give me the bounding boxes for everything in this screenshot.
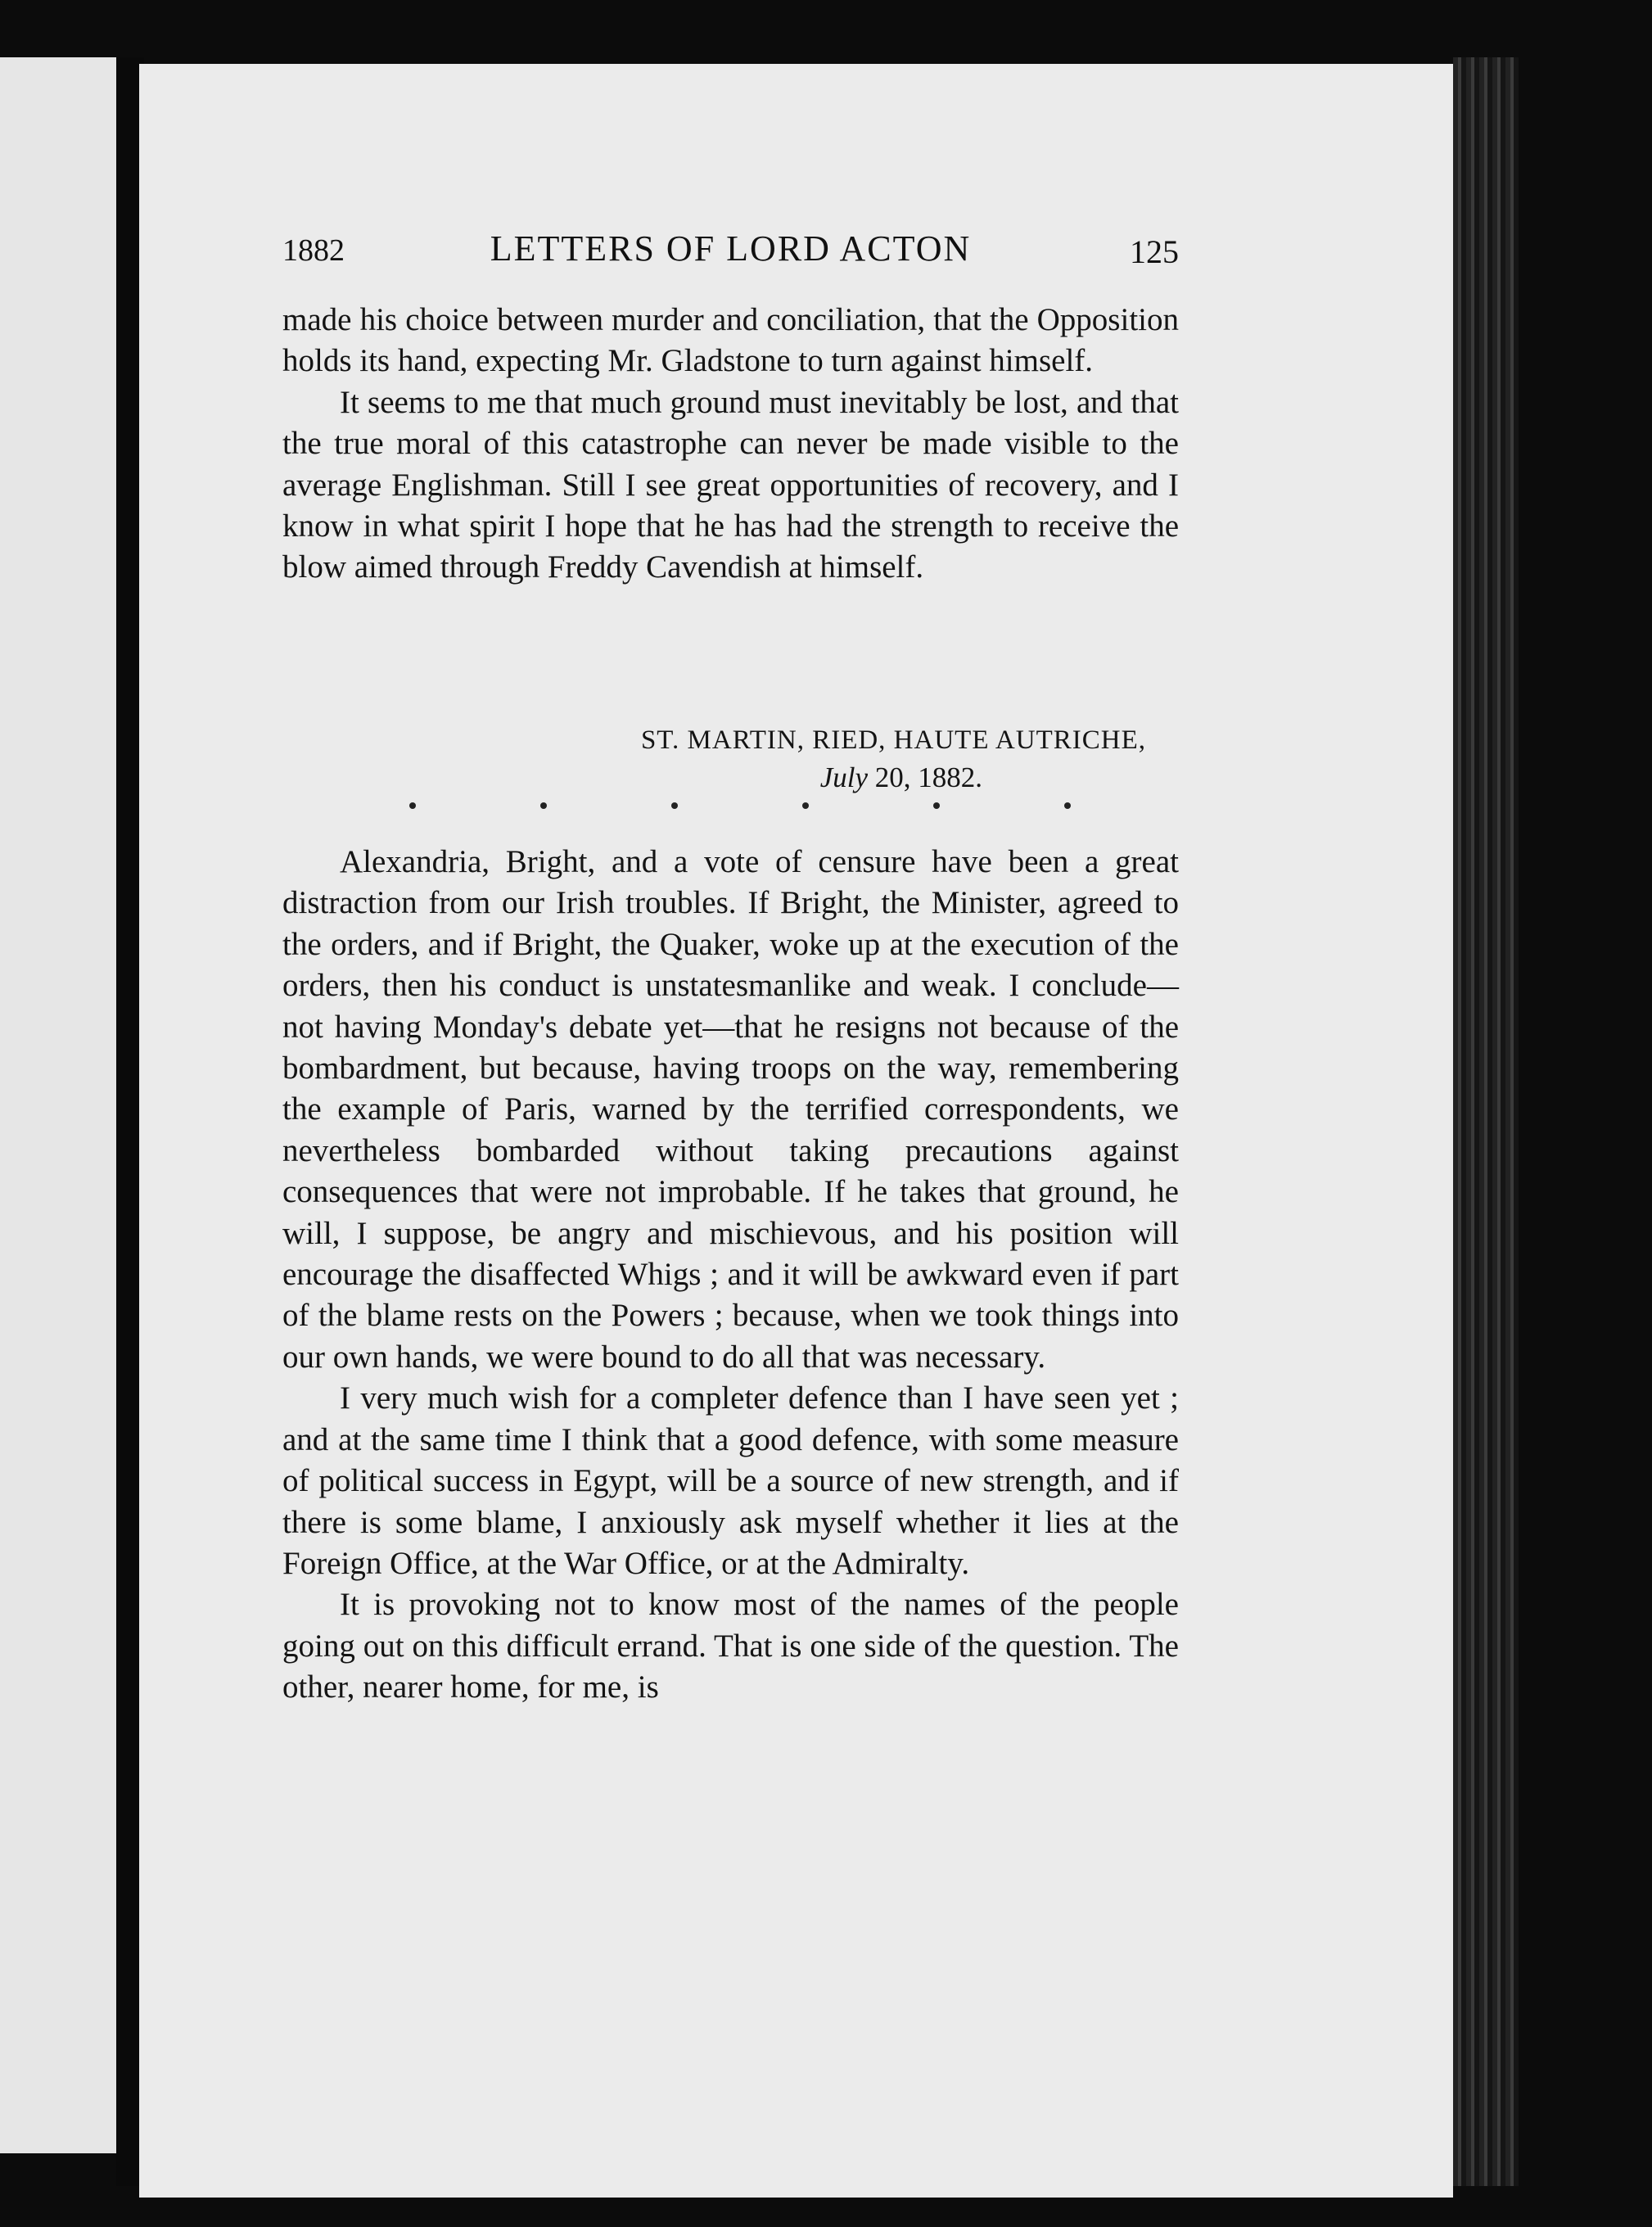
omission-dot: [933, 802, 940, 809]
text-block-bottom: [282, 842, 1179, 1709]
page-number: 125: [1130, 233, 1179, 270]
header-title: LETTERS OF LORD ACTON: [490, 228, 972, 269]
paragraph: Alexandria, Bright, and a vote of censure have been a great distraction from our Irish troubles. If Bright, the Minister, agreed to the orders, and if Bright, the Quaker, woke up at the execution of the orders, then his conduct is unstatesmanlike and weak. I conclude—not having Monday's debate yet—that he resigns not because of the bombardment, but because, having troops on the way, remembering the example of Paris, warned by the terrified correspondents, we nevertheless bombarded without taking precautions against consequences that were not improbable. If he takes that ground, he will, I suppose, be angry and mischievous, and his position will encourage the disaffected Whigs ; and it will be awkward even if part of the blame rests on the Powers ; because, when we took things into our own hands, we were bound to do all that was necessary.: [282, 844, 1179, 1375]
omission-dot: [540, 802, 547, 809]
letter-date: [573, 761, 982, 794]
paragraph: It seems to me that much ground must inevitably be lost, and that the true moral of this catastrophe can never be made visible to the average Englishman. Still I see great opportunities of recovery, and I know in what spirit I hope that he has had the strength to receive the blow aimed through Freddy Cavendish at himself.: [282, 384, 1179, 585]
omission-dot: [802, 802, 809, 809]
paragraph: I very much wish for a completer defence than I have seen yet ; and at the same time I think that a good defence, with some measure of political success in Egypt, will be a source of new strength, and if there is some blame, I anxiously ask myself whether it lies at the Foreign Office, at the War Office, or at the Admiralty.: [282, 1380, 1179, 1581]
letter-dateline: ST. MARTIN, RIED, HAUTE AUTRICHE,: [640, 725, 1146, 755]
date-month: July: [819, 761, 868, 793]
running-header: [282, 228, 1179, 277]
date-rest: 20, 1882.: [868, 761, 982, 793]
omission-dots: [409, 802, 1081, 827]
paragraph: It is provoking not to know most of the names of the people going out on this difficult errand. That is one side of the question. The other, nearer home, for me, is: [282, 1587, 1179, 1705]
omission-dot: [671, 802, 678, 809]
header-year: 1882: [282, 233, 345, 268]
omission-dot: [409, 802, 416, 809]
paragraph: made his choice between murder and conciliation, that the Opposition holds its hand, expecting Mr. Gladstone to turn against himself.: [282, 302, 1179, 379]
page-edges: [1453, 57, 1519, 2186]
omission-dot: [1064, 802, 1071, 809]
facing-page-edge: [0, 57, 123, 2153]
text-block-top: [282, 300, 1179, 589]
